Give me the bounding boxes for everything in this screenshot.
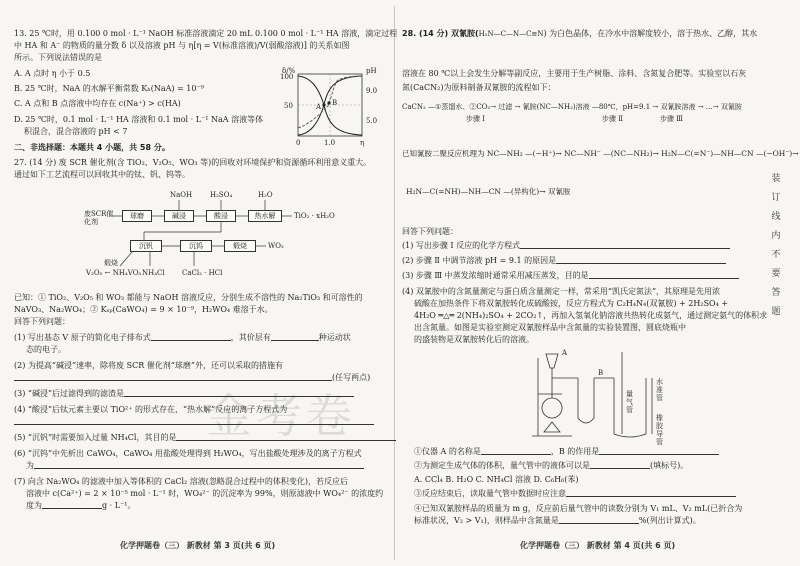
apparatus-label-level-tube: 水准管 bbox=[656, 378, 663, 402]
q27-part7-line3 bbox=[26, 500, 136, 511]
q27-note1: 已知：① TiO₂、V₂O₅ 和 WO₃ 都能与 NaOH 溶液反应，分别生成不溶性的 Na₂TiO₃ 和可溶性的 bbox=[14, 293, 363, 302]
apparatus-label-rubber-tube: 橡胶导管 bbox=[656, 414, 663, 446]
q28-s4-answer[interactable] bbox=[559, 515, 639, 524]
right-footer: 化学押题卷（三） 新教材 第 4 页(共 6 页) bbox=[520, 541, 676, 550]
apparatus-label-a: A bbox=[562, 349, 568, 357]
q13-option-b: B. 25 ℃时，NaA 的水解平衡常数 Kₕ(NaA) = 10⁻⁹ bbox=[14, 84, 204, 93]
q13-graph bbox=[280, 66, 384, 156]
flow-product-wo3: WO₃ bbox=[268, 242, 284, 250]
q28-line2: 溶液在 80 ℃以上会发生分解等副反应，主要用于生产树脂、涂料、含氮复合肥等。实验室以石灰 bbox=[402, 69, 747, 78]
binding-margin-notice bbox=[768, 170, 784, 322]
page-divider bbox=[394, 6, 395, 560]
q28-s4-text-b: 标准状况，V₂ > V₁)，则样品中含氮量是 bbox=[414, 516, 559, 525]
q28-s2-answer[interactable] bbox=[590, 460, 650, 469]
q28-sub2 bbox=[414, 460, 688, 471]
q27-reply: 回答下列问题： bbox=[14, 317, 70, 326]
q28-sub1 bbox=[414, 446, 719, 457]
q28-mechanism-2: H₂N—C(=NH)—NH—CN —(异构化)→ 双氰胺 bbox=[406, 187, 571, 196]
margin-char: 不 bbox=[771, 250, 781, 260]
q28-flow-step1: 步骤 Ⅰ bbox=[466, 115, 485, 123]
margin-char: 线 bbox=[771, 212, 781, 222]
graph-tick-left-50: 50 bbox=[284, 102, 293, 110]
flow-feed: 废SCR催化剂 bbox=[84, 210, 114, 226]
q27-p1-answer-1[interactable] bbox=[151, 332, 231, 341]
flow-reagent-nh4cl: NH₄Cl bbox=[142, 269, 165, 277]
q28-flow-step3: 步骤 Ⅲ bbox=[660, 115, 683, 123]
flow-reagent-h2o: H₂O bbox=[258, 191, 273, 199]
q28-sub4-line1: ④已知双氰胺样品的质量为 m g，反应前后量气管中的读数分别为 V₁ mL、V₂ mL(已折合为 bbox=[414, 504, 743, 513]
q27-part2: (2) 为提高“碱浸”速率，除将废 SCR 催化剂“球磨”外，还可以采取的措施有 bbox=[14, 361, 283, 370]
flow-step-ballmill: 球磨 bbox=[122, 210, 152, 222]
q27-p2-hint: (任写两点) bbox=[332, 373, 371, 382]
graph-point-b-label: B bbox=[332, 99, 338, 107]
q27-part4: (4) “酸浸”后钛元素主要以 TiO²⁺ 的形式存在，“热水解”反应的离子方程式为 bbox=[14, 405, 288, 414]
q28-intro-a: 28. (14 分) 双氰胺( bbox=[402, 29, 479, 38]
q13-line3: 所示。下列说法错误的是 bbox=[14, 53, 102, 62]
margin-char: 订 bbox=[771, 193, 781, 203]
q28-part4-line3: 4H₂O ═△═ 2(NH₄)₂SO₄ + 2CO₂↑，再加入氢氧化钠溶液共热转化成氨气，通过测定氨气的体积求 bbox=[414, 311, 768, 320]
section2-heading: 二、非选择题：本题共 4 小题，共 58 分。 bbox=[14, 143, 170, 152]
q28-part4-line5: 的盛装物是双氰胺转化后的溶液。 bbox=[414, 335, 534, 344]
q28-apparatus bbox=[532, 348, 672, 446]
q27-p7-text-d: g · L⁻¹。 bbox=[102, 501, 136, 510]
q28-intro-b: ) 为白色晶体，在冷水中溶解度较小，溶于热水、乙醇，其水 bbox=[543, 29, 758, 38]
q27-part2-line bbox=[14, 372, 386, 383]
q27-part7-line1: (7) 向含 Na₂WO₄ 的滤液中加入等体积的 CaCl₂ 溶液(忽略混合过程中的体积变化)，若反应后 bbox=[14, 477, 349, 486]
q27-p6-answer[interactable] bbox=[34, 460, 364, 469]
graph-tick-right-9: 9.0 bbox=[366, 87, 378, 95]
margin-char: 装 bbox=[771, 174, 781, 184]
margin-char: 内 bbox=[771, 231, 781, 241]
q27-p2-answer[interactable] bbox=[14, 372, 332, 381]
q28-mechanism-1: 已知氰胺二聚反应机理为 NC—NH₂ —(−H⁺)→ NC—NH⁻ —(NC—NH₂)→ H₂N—C(=N⁻)—NH—CN —(−OH⁻)→ bbox=[402, 149, 799, 158]
q28-part4-line2: 硫酸在加热条件下将双氰胺转化成硫酸铵，反应方程式为 C₂H₄N₄(双氰胺) + 2H₂SO₄ + bbox=[414, 299, 729, 308]
q28-p3-text: (3) 步骤 Ⅲ 中蒸发浓缩时通常采用减压蒸发，目的是 bbox=[402, 271, 589, 280]
q27-line1: 27. (14 分) 废 SCR 催化剂(含 TiO₂、V₂O₅、WO₃ 等)的回收对环境保护和资源循环利用意义重大。 bbox=[14, 158, 372, 167]
q28-flow: CaCN₂ —①蒸馏水、②CO₂→ 过滤 → 氰胺(NC—NH₂)溶液 —80℃，pH=9.1 → 双氰胺溶液 → …→ 双氰胺 bbox=[402, 103, 742, 111]
q28-p1-text: (1) 写出步骤 Ⅰ 反应的化学方程式 bbox=[402, 241, 521, 250]
q28-p2-answer[interactable] bbox=[556, 255, 726, 264]
q28-part3 bbox=[402, 270, 739, 281]
q27-p7-text-c: 度为 bbox=[26, 501, 42, 510]
q28-part1 bbox=[402, 240, 730, 251]
q27-line2: 通过如下工艺流程可以回收其中的钛、钒、钨等。 bbox=[14, 170, 190, 179]
q28-p2-text: (2) 步骤 Ⅱ 中调节溶液 pH = 9.1 的原因是 bbox=[402, 256, 557, 265]
q27-p6-text-b: 为 bbox=[26, 461, 34, 470]
q28-part2 bbox=[402, 255, 726, 266]
q28-sub3 bbox=[414, 488, 736, 499]
q27-p4-answer[interactable] bbox=[14, 416, 374, 425]
apparatus-drawing bbox=[532, 348, 672, 440]
q13-option-d-line2: 积混合，混合溶液的 pH < 7 bbox=[24, 127, 128, 136]
q27-part7-line2: 溶液中 c(Ca²⁺) = 2 × 10⁻⁵ mol · L⁻¹ 时，WO₄²⁻ 的沉淀率为 99%，则原滤液中 WO₄²⁻ 的浓度约 bbox=[26, 489, 384, 498]
q28-s2-text-a: ②为测定生成气体的体积，量气管中的液体可以是 bbox=[414, 461, 590, 470]
q28-sub4-line2 bbox=[414, 515, 701, 526]
flow-reagent-h2so4: H₂SO₄ bbox=[210, 191, 233, 199]
flow-step-vanadium-precip: 沉钒 bbox=[130, 240, 162, 252]
flow-step-tungsten-precip: 沉钨 bbox=[180, 240, 212, 252]
q28-s1-answer-1[interactable] bbox=[481, 446, 551, 455]
watermark: 金考卷 bbox=[206, 389, 356, 443]
q28-s4-text-c: %(列出计算式)。 bbox=[638, 516, 701, 525]
q27-note2: NaVO₃、Na₂WO₄；② Kₛₚ(CaWO₄) = 9 × 10⁻⁹，H₂WO₄ 难溶于水。 bbox=[14, 305, 273, 314]
q28-p3-answer[interactable] bbox=[589, 270, 739, 279]
q28-line3: 氮(CaCN₂)为原料制备双氰胺的流程如下： bbox=[402, 83, 556, 92]
q27-flowchart bbox=[84, 186, 344, 286]
q13-line2: 中 HA 和 A⁻ 的物质的量分数 δ 以及溶液 pH 与 η[η = V(标准溶液)/V(弱酸溶液)] 的关系如图 bbox=[14, 41, 350, 50]
q27-part1 bbox=[14, 332, 351, 343]
q28-reply: 回答下列问题： bbox=[402, 227, 458, 236]
graph-tick-x-0: 0 bbox=[296, 139, 301, 147]
flow-reagent-cacl2: CaCl₂ · HCl bbox=[182, 269, 223, 277]
apparatus-label-b: B bbox=[598, 369, 604, 377]
left-page bbox=[14, 10, 398, 540]
q27-part3 bbox=[14, 388, 354, 399]
q13-line1: 13. 25 ℃时，用 0.100 0 mol · L⁻¹ NaOH 标准溶液滴定 20 mL 0.100 0 mol · L⁻¹ HA 溶液，滴定过程 bbox=[14, 29, 398, 38]
q28-flow-step2: 步骤 Ⅱ bbox=[602, 115, 623, 123]
margin-char: 题 bbox=[771, 307, 781, 317]
left-footer: 化学押题卷（三） 新教材 第 3 页(共 6 页) bbox=[120, 541, 276, 550]
q27-p7-answer[interactable] bbox=[42, 500, 102, 509]
q28-s3-text: ③反应结束后，读取量气管中数据时应注意 bbox=[414, 489, 566, 498]
point-b-dot bbox=[327, 101, 330, 104]
flow-reagent-calcine: 煅烧 bbox=[104, 259, 118, 267]
q27-part4-line bbox=[14, 416, 374, 427]
flow-reagent-naoh: NaOH bbox=[170, 191, 193, 199]
flow-step-hydrolysis: 热水解 bbox=[248, 210, 282, 222]
graph-tick-x-1: 1.0 bbox=[324, 139, 336, 147]
graph-tick-left-100: 100 bbox=[280, 73, 294, 81]
apparatus-label-gas-tube: 量气管 bbox=[626, 390, 633, 414]
q27-p5-answer[interactable] bbox=[176, 432, 396, 441]
q27-p1-text-c: 种运动状 bbox=[318, 333, 351, 342]
q27-part6: (6) “沉钨”中先析出 CaWO₄，CaWO₄ 用盐酸处理得到 H₂WO₄，写出盐酸处理涉及的离子方程式 bbox=[14, 449, 362, 458]
q28-s3-answer[interactable] bbox=[566, 488, 736, 497]
flow-product-tio2: TiO₂ · xH₂O bbox=[294, 212, 335, 220]
q28-s1-text-a: ①仪器 A 的名称是 bbox=[414, 447, 481, 456]
graph-y-right-label: pH bbox=[366, 67, 377, 75]
q27-part1-cont: 态的电子。 bbox=[26, 345, 66, 354]
q27-p5-text: (5) “沉钒”时需要加入过量 NH₄Cl，其目的是 bbox=[14, 433, 177, 442]
q27-p1-text-a: (1) 写出基态 V 原子的简化电子排布式 bbox=[14, 333, 151, 342]
graph-point-a-label: A bbox=[316, 103, 322, 111]
q27-p1-text-b: ，其价层有 bbox=[230, 333, 271, 342]
q28-line1 bbox=[402, 28, 757, 40]
q28-part4-line4: 出含氮量。如图是实验室测定双氰胺样品中含氮量的实验装置图，圆底烧瓶中 bbox=[414, 323, 686, 332]
q28-s1-text-b: ，B 的作用是 bbox=[550, 447, 600, 456]
q28-s2-text-b: (填标号)。 bbox=[650, 461, 689, 470]
q13-option-d-line1: D. 25 ℃时，0.1 mol · L⁻¹ HA 溶液和 0.1 mol · L⁻¹ NaA 溶液等体 bbox=[14, 115, 264, 124]
q13-option-a: A. A 点时 η 小于 0.5 bbox=[14, 69, 91, 78]
q27-part6-line bbox=[26, 460, 364, 471]
q27-p3-answer[interactable] bbox=[124, 388, 354, 397]
q28-p1-answer[interactable] bbox=[520, 240, 730, 249]
q27-p1-answer-2[interactable] bbox=[271, 332, 319, 341]
q28-part4-line1: (4) 双氰胺中的含氮量测定与蛋白质含量测定一样，常采用“凯氏定氮法”，其原理是先用浓 bbox=[402, 287, 721, 296]
graph-tick-x-eta: η bbox=[360, 139, 365, 147]
q27-part5 bbox=[14, 432, 396, 443]
flow-step-calcine: 煅烧 bbox=[224, 240, 256, 252]
q28-sub2-options: A. CCl₄ B. H₂O C. NH₄Cl 溶液 D. C₆H₆(苯) bbox=[414, 475, 579, 484]
margin-char: 要 bbox=[771, 269, 781, 279]
graph-y-left-label: δ/% bbox=[282, 67, 296, 75]
graph-tick-right-5: 5.0 bbox=[366, 117, 378, 125]
q27-p3-text: (3) “碱浸”后过滤得到的滤渣是 bbox=[14, 389, 125, 398]
q13-option-c: C. A 点和 B 点溶液中均存在 c(Na⁺) > c(HA) bbox=[14, 99, 181, 108]
flow-product-v2o5: V₂O₅ ← NH₄VO₃ bbox=[86, 269, 142, 277]
margin-char: 答 bbox=[771, 288, 781, 298]
point-a-dot bbox=[322, 103, 325, 106]
flow-step-alkali-leach: 碱浸 bbox=[164, 210, 194, 222]
q28-structure: H₂N—C—N—C≡N bbox=[478, 30, 544, 38]
q28-s1-answer-2[interactable] bbox=[599, 446, 719, 455]
right-page bbox=[402, 10, 799, 540]
flow-step-acid-leach: 酸浸 bbox=[206, 210, 236, 222]
